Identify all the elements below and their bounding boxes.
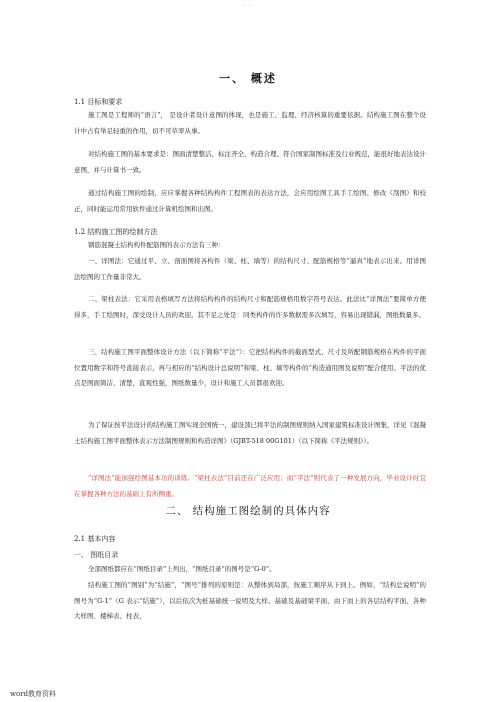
paragraph-1: 施工图是工程师的“语言”， 是设计者设计意图的体现，也是施工、监理、经济核算的重要依据。结构施工图在整个设计中占有举足轻重的作用，切不可草率从事。 bbox=[74, 111, 426, 135]
chapter-title: 一、 概述 bbox=[219, 72, 277, 85]
section-heading-2-1: 2.1 基本内容 bbox=[74, 535, 116, 543]
paragraph-10: 全部图纸都应在“图纸目录”上列出，“图纸目录”的图号是“G-0”。 bbox=[88, 565, 276, 573]
section-heading-1-2: 1.2 结构施工图的绘制方法 bbox=[74, 228, 158, 236]
paragraph-2: 对结构施工图的基本要求是：图面清楚整洁、标注齐全、构造合理、符合国家制图标准及行业规范，能很好地表达设计意图，并与计算书一致。 bbox=[74, 150, 426, 174]
paragraph-4: 钢筋混凝土结构构件配筋图的表示方法有三种： bbox=[88, 241, 225, 249]
header-dots: · · bbox=[243, 3, 253, 10]
paragraph-9-highlight: “详图法”能加强绘图基本功的训练；“梁柱表法”目前还在广泛应用；而“平法”则代表了一种发展方向，毕业设计时宜在掌握各种方法的基础上有所侧重。 bbox=[74, 474, 426, 498]
paragraph-6: 二、梁柱表法：它采用表格填写方法将结构构件的结构尺寸和配筋规格用数字符号表达。此法比“详图法”要简单方便得多，手工绘图时，深受设计人员的欢迎。其不足之处是：同类构件的许多数据需多次填写，容易出现错漏，图纸数量多。 bbox=[74, 295, 426, 319]
paragraph-5: 一、详图法：它通过平、立、剖面图将各构件（梁、柱、墙等）的结构尺寸、配筋规格等“逼真”地表示出来。用详图法绘图的工作量非常大。 bbox=[74, 257, 426, 281]
paragraph-3: 通过结构施工图的绘制，应应掌握各种结构构件工程图表的表达方法，会应用绘图工具手工绘图、修改（刮图）和校正，同时能运用常用软件通过计算机绘图和出图。 bbox=[74, 189, 426, 213]
paragraph-7: 三、结构施工图平面整体设计方法（以下简称“平法”）：它把结构构件的截面型式、尺寸及所配钢筋规格在构件的平面位置用数字和符号直接表示，再与相应的“结构设计总说明”和梁、柱、墙等构件的“构造通用图及说明”配合使用。平法的优点是图面简洁、清楚，直观性强，图纸数量少，设计和施工人员都很欢迎。 bbox=[74, 348, 426, 388]
subheading-drawing-index: 一、 图纸目录 bbox=[74, 551, 119, 559]
paragraph-11: 结构施工图的“图别”为“结施”，“图号”排列的原则是：从整体到局部，按施工顺序从下到上。例如，“结构总说明”的图号为“G-1”（G 表示“结施”），以后依次为桩基础统一说明及大样、基础及基础梁平面、由下而上的各层结构平面、各种大样图、楼梯表、柱表、 bbox=[74, 581, 426, 621]
paragraph-8: 为了保证按平法设计的结构施工图实现全国统一，建设部已将平法的制图规则纳入国家建筑标准设计图集，详见《混凝土结构施工图平面整体表示方法制图规则和构造详图》（GJBT-518 00G101）（以下简称《平法规则》）。 bbox=[74, 421, 426, 445]
section-2-title: 二、 结构施工图绘制的具体内容 bbox=[165, 505, 331, 517]
footer-label: word教育资料 bbox=[10, 690, 57, 698]
section-heading-1-1: 1.1 目标和要求 bbox=[74, 98, 123, 106]
